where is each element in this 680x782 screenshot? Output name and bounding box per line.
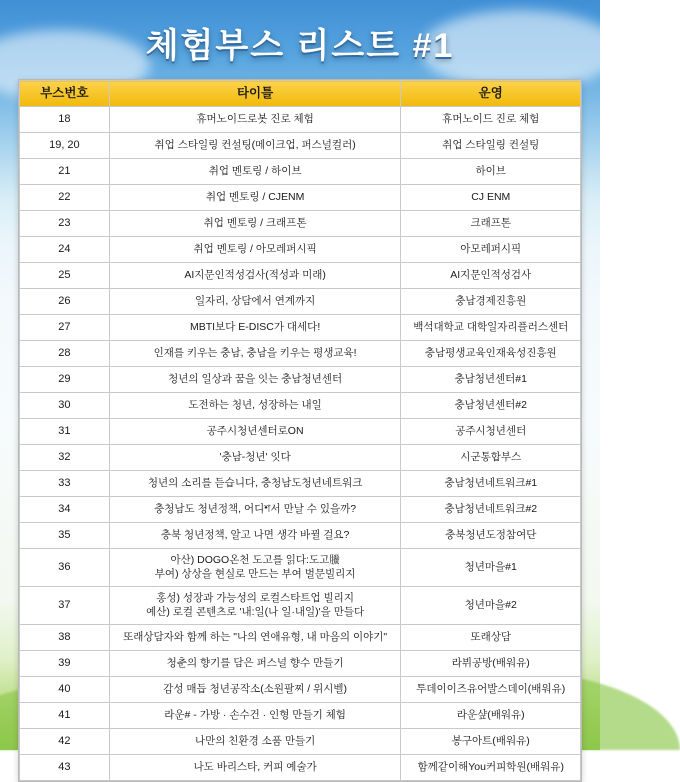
- cell-booth-number: 41: [20, 703, 110, 729]
- cell-booth-number: 43: [20, 755, 110, 781]
- cell-booth-number: 34: [20, 497, 110, 523]
- table-row: [20, 367, 581, 393]
- table-row: [20, 211, 581, 237]
- cell-operator: 청년마을#2: [401, 587, 581, 625]
- cell-operator: 아모레퍼시픽: [401, 237, 581, 263]
- cell-booth-number: 30: [20, 393, 110, 419]
- cell-title: 도전하는 청년, 성장하는 내일: [109, 393, 401, 419]
- table-row: [20, 185, 581, 211]
- cell-title: 충청남도 청년정책, 어디শ서 만날 수 있을까?: [109, 497, 401, 523]
- table-row: [20, 703, 581, 729]
- cell-booth-number: 37: [20, 587, 110, 625]
- cell-operator: 충남청년네트워크#2: [401, 497, 581, 523]
- cell-operator: CJ ENM: [401, 185, 581, 211]
- table-body: [20, 107, 581, 781]
- table-row: [20, 677, 581, 703]
- cell-operator: 충남평생교육인재육성진흥원: [401, 341, 581, 367]
- cell-title-line: 홍성) 성장과 가능성의 로컬스타트업 빌리지: [156, 592, 354, 605]
- table-row: [20, 419, 581, 445]
- cell-title-line: 예산) 로컬 콘텐츠로 '내:일(나 일·내일)'을 만들다: [146, 605, 365, 618]
- cell-booth-number: 22: [20, 185, 110, 211]
- cell-title: 청춘의 향기를 담은 퍼스널 향수 만들기: [109, 651, 401, 677]
- table-row: [20, 625, 581, 651]
- cell-booth-number: 19, 20: [20, 133, 110, 159]
- cell-booth-number: 33: [20, 471, 110, 497]
- cell-operator: 충남청년센터#2: [401, 393, 581, 419]
- cell-title: MBTI보다 E-DISC가 대세다!: [109, 315, 401, 341]
- cell-operator: 하이브: [401, 159, 581, 185]
- cell-operator: 청년마을#1: [401, 549, 581, 587]
- table-row: [20, 445, 581, 471]
- cell-booth-number: 42: [20, 729, 110, 755]
- cell-operator: 충남청년센터#1: [401, 367, 581, 393]
- cell-operator: 크래프톤: [401, 211, 581, 237]
- cell-booth-number: 36: [20, 549, 110, 587]
- cell-operator: 봉구아트(배워유): [401, 729, 581, 755]
- table-row: [20, 341, 581, 367]
- column-header-title: 타이틀: [109, 81, 401, 107]
- cell-title: 인재를 키우는 충남, 충남을 키우는 평생교육!: [109, 341, 401, 367]
- cell-booth-number: 35: [20, 523, 110, 549]
- cell-booth-number: 26: [20, 289, 110, 315]
- table-row: [20, 729, 581, 755]
- cell-booth-number: 29: [20, 367, 110, 393]
- cell-operator: 함께같이해You커피학원(배워유): [401, 755, 581, 781]
- table-row: [20, 651, 581, 677]
- cell-operator: 라운샾(배워유): [401, 703, 581, 729]
- cell-title: 라운# - 가방 · 손수건 · 인형 만들기 체험: [109, 703, 401, 729]
- cell-booth-number: 40: [20, 677, 110, 703]
- cell-title: [109, 549, 401, 587]
- cell-title: 감성 매듭 청년공작소(소원팔찌 / 위시벨): [109, 677, 401, 703]
- cell-title: 청년의 일상과 꿈을 잇는 충남청년센터: [109, 367, 401, 393]
- cell-title: 취업 멘토링 / 아모레퍼시픽: [109, 237, 401, 263]
- table-row: [20, 107, 581, 133]
- cell-booth-number: 23: [20, 211, 110, 237]
- cell-operator: 백석대학교 대학일자리플러스센터: [401, 315, 581, 341]
- table-row: [20, 523, 581, 549]
- cell-title: 청년의 소리를 듣습니다, 충청남도청년네트워크: [109, 471, 401, 497]
- table-row: [20, 237, 581, 263]
- cell-title: AI지문인적성검사(적성과 미래): [109, 263, 401, 289]
- cell-title-line: 아산) DOGO온천 도고를 읽다:도고鰧: [170, 554, 340, 567]
- table-row: [20, 497, 581, 523]
- table-row: [20, 289, 581, 315]
- cell-operator: 라뷔공방(배워유): [401, 651, 581, 677]
- cell-operator: AI지문인적성검사: [401, 263, 581, 289]
- table-row: [20, 263, 581, 289]
- cell-title: 공주시청년센터로ON: [109, 419, 401, 445]
- cell-booth-number: 38: [20, 625, 110, 651]
- cell-operator: 또래상담: [401, 625, 581, 651]
- cell-booth-number: 31: [20, 419, 110, 445]
- cell-booth-number: 27: [20, 315, 110, 341]
- cell-title: 또래상담자와 함께 하는 "나의 연애유형, 내 마음의 이야기": [109, 625, 401, 651]
- booth-list-table: [19, 80, 581, 781]
- table-row: [20, 393, 581, 419]
- booth-list-table-wrapper: [18, 79, 582, 782]
- cell-operator: 충북청년도정참여단: [401, 523, 581, 549]
- cell-booth-number: 21: [20, 159, 110, 185]
- cell-operator: 취업 스타일링 컨설팅: [401, 133, 581, 159]
- cell-title: [109, 587, 401, 625]
- cell-booth-number: 39: [20, 651, 110, 677]
- cell-booth-number: 25: [20, 263, 110, 289]
- cell-operator: 충남청년네트워크#1: [401, 471, 581, 497]
- cell-operator: 공주시청년센터: [401, 419, 581, 445]
- cell-booth-number: 28: [20, 341, 110, 367]
- cell-title: 나도 바리스타, 커피 예술가: [109, 755, 401, 781]
- page-title: 체험부스 리스트 #1: [145, 27, 455, 65]
- table-row: [20, 315, 581, 341]
- table-row: [20, 133, 581, 159]
- cell-operator: 시군통합부스: [401, 445, 581, 471]
- cell-booth-number: 18: [20, 107, 110, 133]
- cell-title: 나만의 친환경 소품 만들기: [109, 729, 401, 755]
- cell-title: 일자리, 상담에서 연계까지: [109, 289, 401, 315]
- cell-operator: 충남경제진흥원: [401, 289, 581, 315]
- column-header-operator: 운영: [401, 81, 581, 107]
- cell-operator: 휴머노이드 진로 체험: [401, 107, 581, 133]
- table-row: [20, 755, 581, 781]
- table-row: [20, 587, 581, 625]
- cell-title: 충북 청년정책, 알고 나면 생각 바뀔 걸요?: [109, 523, 401, 549]
- table-row: [20, 159, 581, 185]
- table-header-row: [20, 81, 581, 107]
- table-row: [20, 471, 581, 497]
- cell-title: 휴머노이드로봇 진로 체험: [109, 107, 401, 133]
- cell-title-line: 부여) 상상을 현실로 만드는 부여 벌문빌리지: [154, 567, 356, 580]
- cell-title: 취업 스타일링 컨설팅(메이크업, 퍼스널컬러): [109, 133, 401, 159]
- column-header-booth-number: 부스번호: [20, 81, 110, 107]
- cell-booth-number: 32: [20, 445, 110, 471]
- cell-booth-number: 24: [20, 237, 110, 263]
- cell-title: 취업 멘토링 / CJENM: [109, 185, 401, 211]
- cell-title: 취업 멘토링 / 크래프톤: [109, 211, 401, 237]
- cell-operator: 투데이이즈유어발스데이(배워유): [401, 677, 581, 703]
- cell-title: 취업 멘토링 / 하이브: [109, 159, 401, 185]
- cell-title: '충남-청년' 잇다: [109, 445, 401, 471]
- table-row: [20, 549, 581, 587]
